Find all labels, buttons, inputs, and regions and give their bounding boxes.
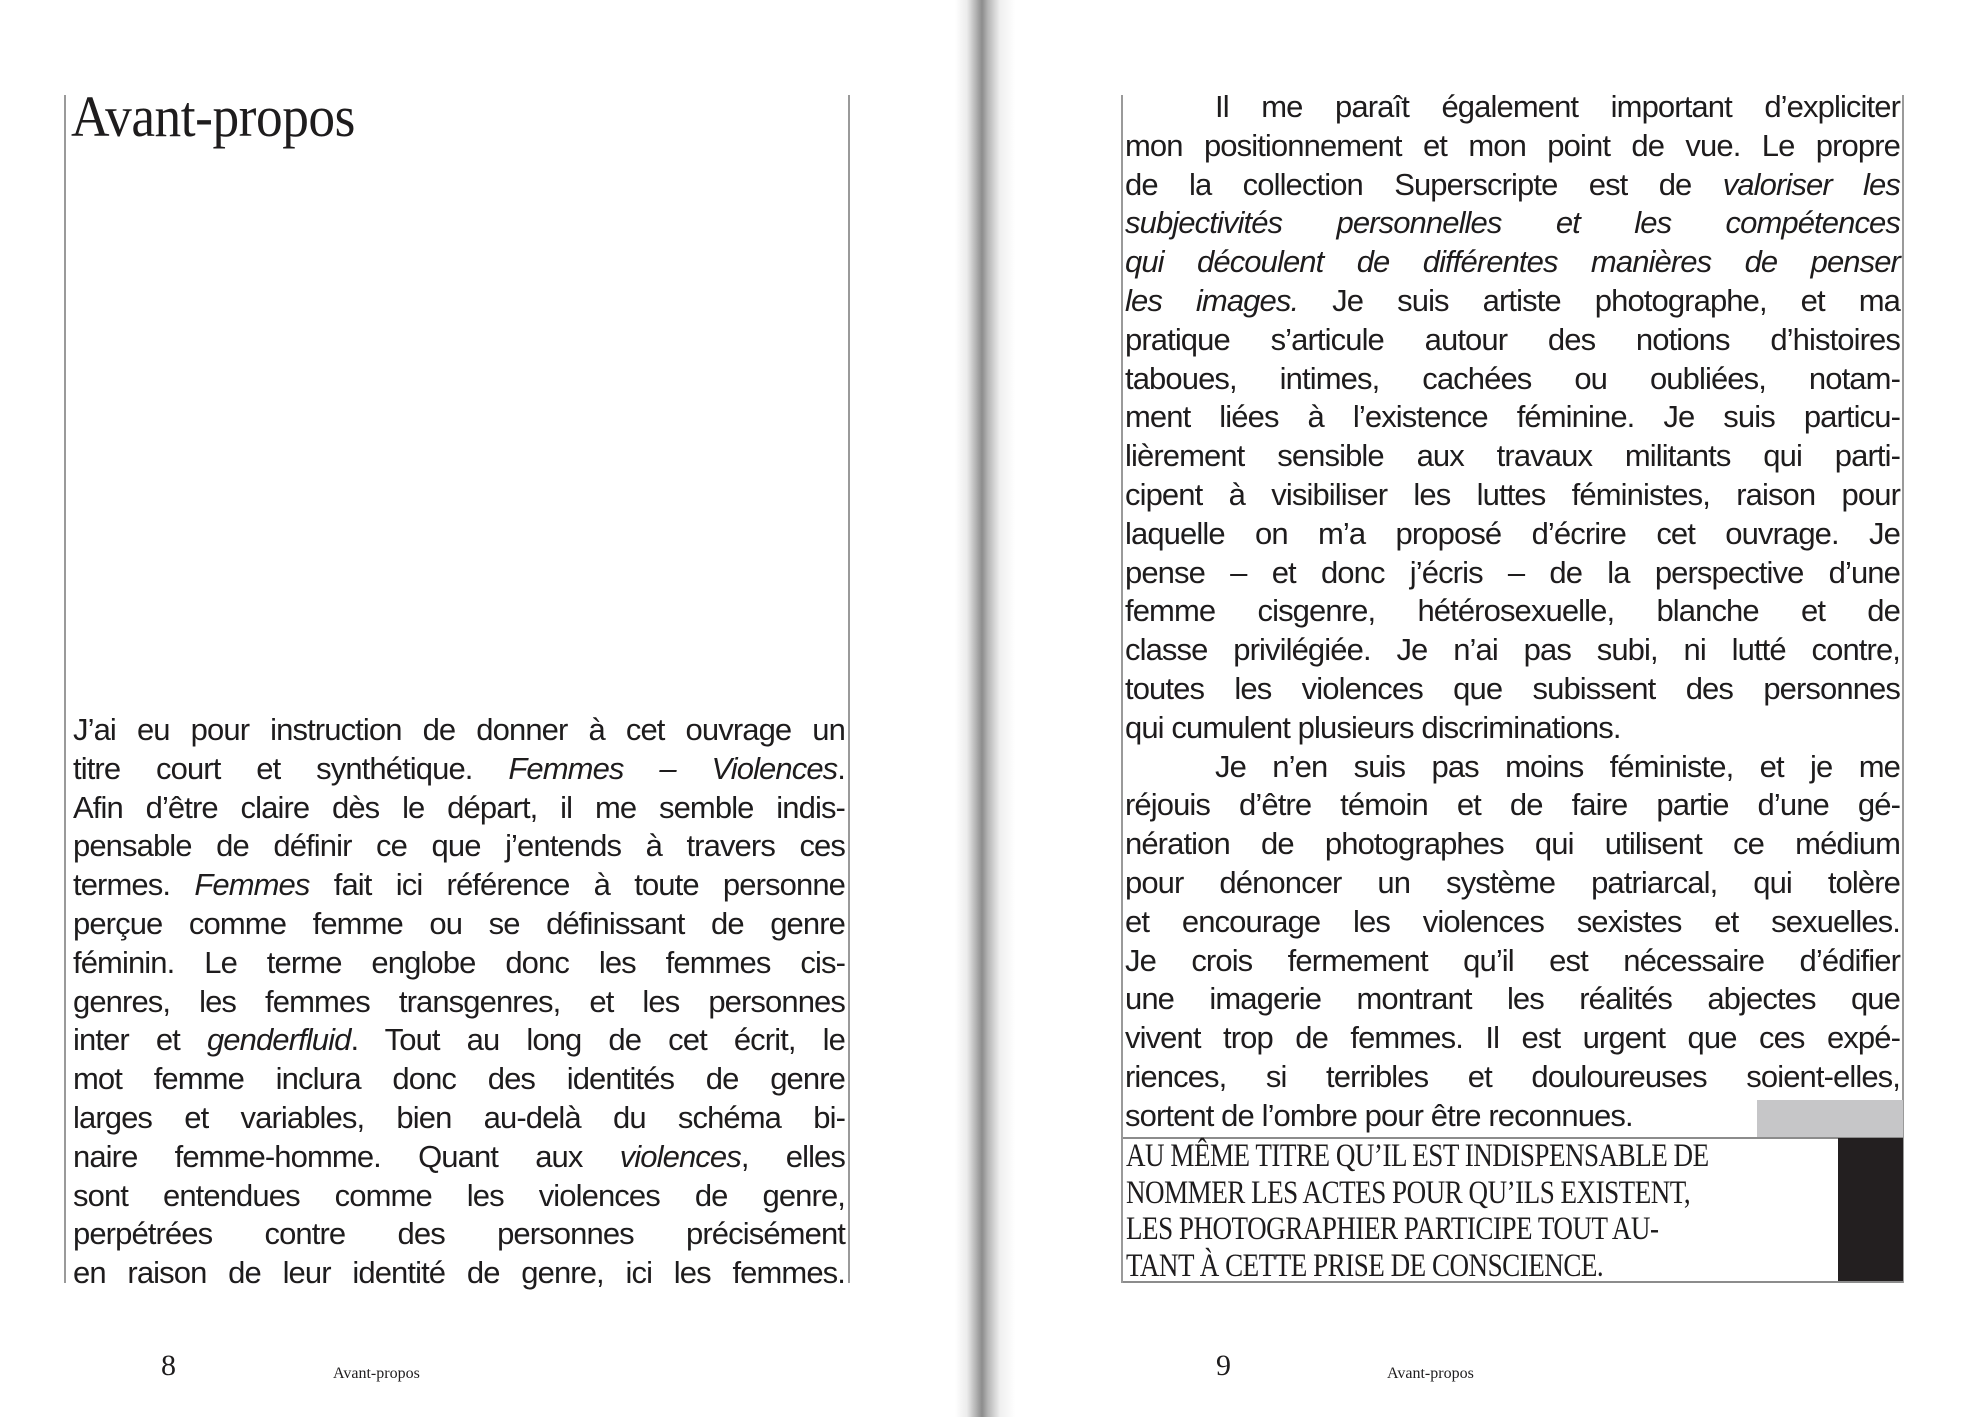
text-line [73, 827, 845, 866]
text-run: perpétrées contre des personnes précisément [73, 1216, 845, 1252]
text-run: pour dénoncer un système patriarcal, qui tolère [1125, 864, 1900, 900]
text-run: réjouis d’être témoin et de faire partie d’une gé- [1125, 787, 1900, 823]
italic-text: les images. [1125, 282, 1299, 318]
text-line [73, 789, 845, 828]
text-run: Il me paraît également important d’expliciter [1215, 89, 1900, 124]
italic-text: Femmes [194, 867, 310, 903]
text-run: Je crois fermement qu’il est nécessaire d’édifier [1125, 942, 1900, 978]
text-line [1125, 980, 1900, 1019]
text-line [1125, 515, 1900, 554]
text-run: toutes les violences que subissent des personnes [1125, 670, 1900, 706]
text-run: classe privilégiée. Je n’ai pas subi, ni lutté contre, [1125, 632, 1900, 668]
black-decorative-block [1838, 1138, 1903, 1283]
text-line [1125, 631, 1900, 670]
pull-quote-line: AU MÊME TITRE QU’IL EST INDISPENSABLE DE [1126, 1138, 1709, 1174]
italic-text: Femmes – Violences [508, 750, 838, 786]
page-number-left: 8 [161, 1349, 176, 1382]
text-line [73, 1060, 845, 1099]
text-line [73, 1138, 845, 1177]
text-run: . [837, 750, 846, 786]
running-head-left: Avant-propos [333, 1365, 420, 1382]
text-run: perçue comme femme ou se définissant de genre [73, 905, 845, 941]
text-run: sont entendues comme les violences de genre, [73, 1177, 845, 1213]
text-run: termes. [73, 867, 195, 903]
italic-text: violences [619, 1138, 741, 1174]
text-run: ment liées à l’existence féminine. Je suis particu- [1125, 399, 1900, 435]
pull-quote-line: TANT À CETTE PRISE DE CONSCIENCE. [1126, 1247, 1604, 1284]
text-run: titre court et synthétique. [73, 750, 509, 786]
text-run: pense – et donc j’écris – de la perspective d’une [1125, 554, 1900, 590]
text-run: qui cumulent plusieurs discriminations. [1125, 709, 1621, 745]
text-line [1125, 360, 1900, 399]
text-line [1125, 88, 1900, 127]
text-run: larges et variables, bien au-delà du schéma bi- [73, 1099, 845, 1135]
text-run: , elles [740, 1138, 845, 1174]
pull-quote [1126, 1138, 1709, 1284]
text-run: mot femme inclura donc des identités de genre [73, 1061, 845, 1097]
right-page-body-text [1125, 88, 1900, 1136]
grey-decorative-block [1757, 1100, 1903, 1137]
running-head-right: Avant-propos [1387, 1365, 1474, 1382]
text-line [1125, 243, 1900, 282]
text-run: une imagerie montrant les réalités abjectes que [1125, 981, 1900, 1017]
text-line [1125, 592, 1900, 631]
text-run: femme cisgenre, hétérosexuelle, blanche et de [1125, 593, 1900, 629]
text-run: Je n’en suis pas moins féministe, et je me [1215, 748, 1900, 784]
text-run: Je suis artiste photographe, et ma [1298, 282, 1900, 318]
text-line [1125, 398, 1900, 437]
text-run: sortent de l’ombre pour être reconnues. [1125, 1097, 1633, 1133]
text-run: féminin. Le terme englobe donc les femmes cis- [73, 944, 845, 980]
book-spine-shadow [955, 0, 1015, 1417]
text-line [1125, 670, 1900, 709]
text-run: lièrement sensible aux travaux militants qui parti- [1125, 438, 1900, 474]
text-run: J’ai eu pour instruction de donner à cet ouvrage un [73, 712, 845, 747]
text-line [1125, 127, 1900, 166]
text-line [1125, 748, 1900, 787]
text-line [73, 1099, 845, 1138]
text-line [73, 866, 845, 905]
pull-quote-line: NOMMER LES ACTES POUR QU’ILS EXISTENT, [1126, 1174, 1691, 1211]
pull-quote-line: LES PHOTOGRAPHIER PARTICIPE TOUT AU- [1126, 1211, 1659, 1247]
chapter-title: Avant-propos [71, 84, 355, 149]
text-run: pratique s’articule autour des notions d’histoires [1125, 321, 1900, 357]
text-line [1125, 864, 1900, 903]
text-run: laquelle on m’a proposé d’écrire cet ouvrage. Je [1125, 515, 1900, 551]
text-line [1125, 903, 1900, 942]
text-line [73, 983, 845, 1022]
text-line [1125, 476, 1900, 515]
text-line [1125, 166, 1900, 205]
text-run: cipent à visibiliser les luttes féministes, raison pour [1125, 476, 1900, 512]
italic-text: subjectivités personnelles et les compétences [1125, 205, 1900, 241]
italic-text: qui découlent de différentes manières de penser [1125, 244, 1900, 280]
text-line [73, 1021, 845, 1060]
text-run: riences, si terribles et douloureuses soient-elles, [1125, 1058, 1900, 1094]
left-page-body-text [73, 711, 845, 1293]
text-line [1125, 204, 1900, 243]
pull-quote-bottom-rule [1123, 1281, 1903, 1283]
text-line [1125, 437, 1900, 476]
text-line [73, 1215, 845, 1254]
text-line [1125, 709, 1900, 748]
text-line [1125, 942, 1900, 981]
text-line [73, 1177, 845, 1216]
text-line [1125, 1019, 1900, 1058]
text-run: mon positionnement et mon point de vue. Le propre [1125, 127, 1900, 163]
text-run: pensable de définir ce que j’entends à travers ces [73, 828, 845, 864]
text-run: Afin d’être claire dès le départ, il me semble indis- [73, 789, 845, 825]
text-line [73, 905, 845, 944]
text-run: fait ici référence à toute personne [309, 867, 845, 903]
text-run: naire femme-homme. Quant aux [73, 1138, 620, 1174]
text-line [73, 750, 845, 789]
italic-text: genderfluid [206, 1022, 351, 1058]
text-line [73, 944, 845, 983]
text-run: genres, les femmes transgenres, et les personnes [73, 983, 845, 1019]
text-run: en raison de leur identité de genre, ici les femmes. [73, 1255, 845, 1291]
text-run: de la collection Superscripte est de [1125, 166, 1723, 202]
text-run: nération de photographes qui utilisent ce médium [1125, 826, 1900, 862]
text-run: . Tout au long de cet écrit, le [350, 1022, 845, 1058]
italic-text: valoriser les [1722, 166, 1900, 202]
text-line [1125, 282, 1900, 321]
text-line [73, 711, 845, 750]
text-run: et encourage les violences sexistes et sexuelles. [1125, 903, 1900, 939]
text-line [1125, 554, 1900, 593]
text-line [73, 1254, 845, 1293]
text-line [1125, 1058, 1900, 1097]
text-run: taboues, intimes, cachées ou oubliées, notam- [1125, 360, 1900, 396]
text-run: vivent trop de femmes. Il est urgent que ces expé- [1125, 1020, 1900, 1056]
text-run: inter et [73, 1022, 207, 1058]
text-line [1125, 321, 1900, 360]
page-number-right: 9 [1216, 1349, 1231, 1382]
text-line [1125, 786, 1900, 825]
text-line [1125, 825, 1900, 864]
